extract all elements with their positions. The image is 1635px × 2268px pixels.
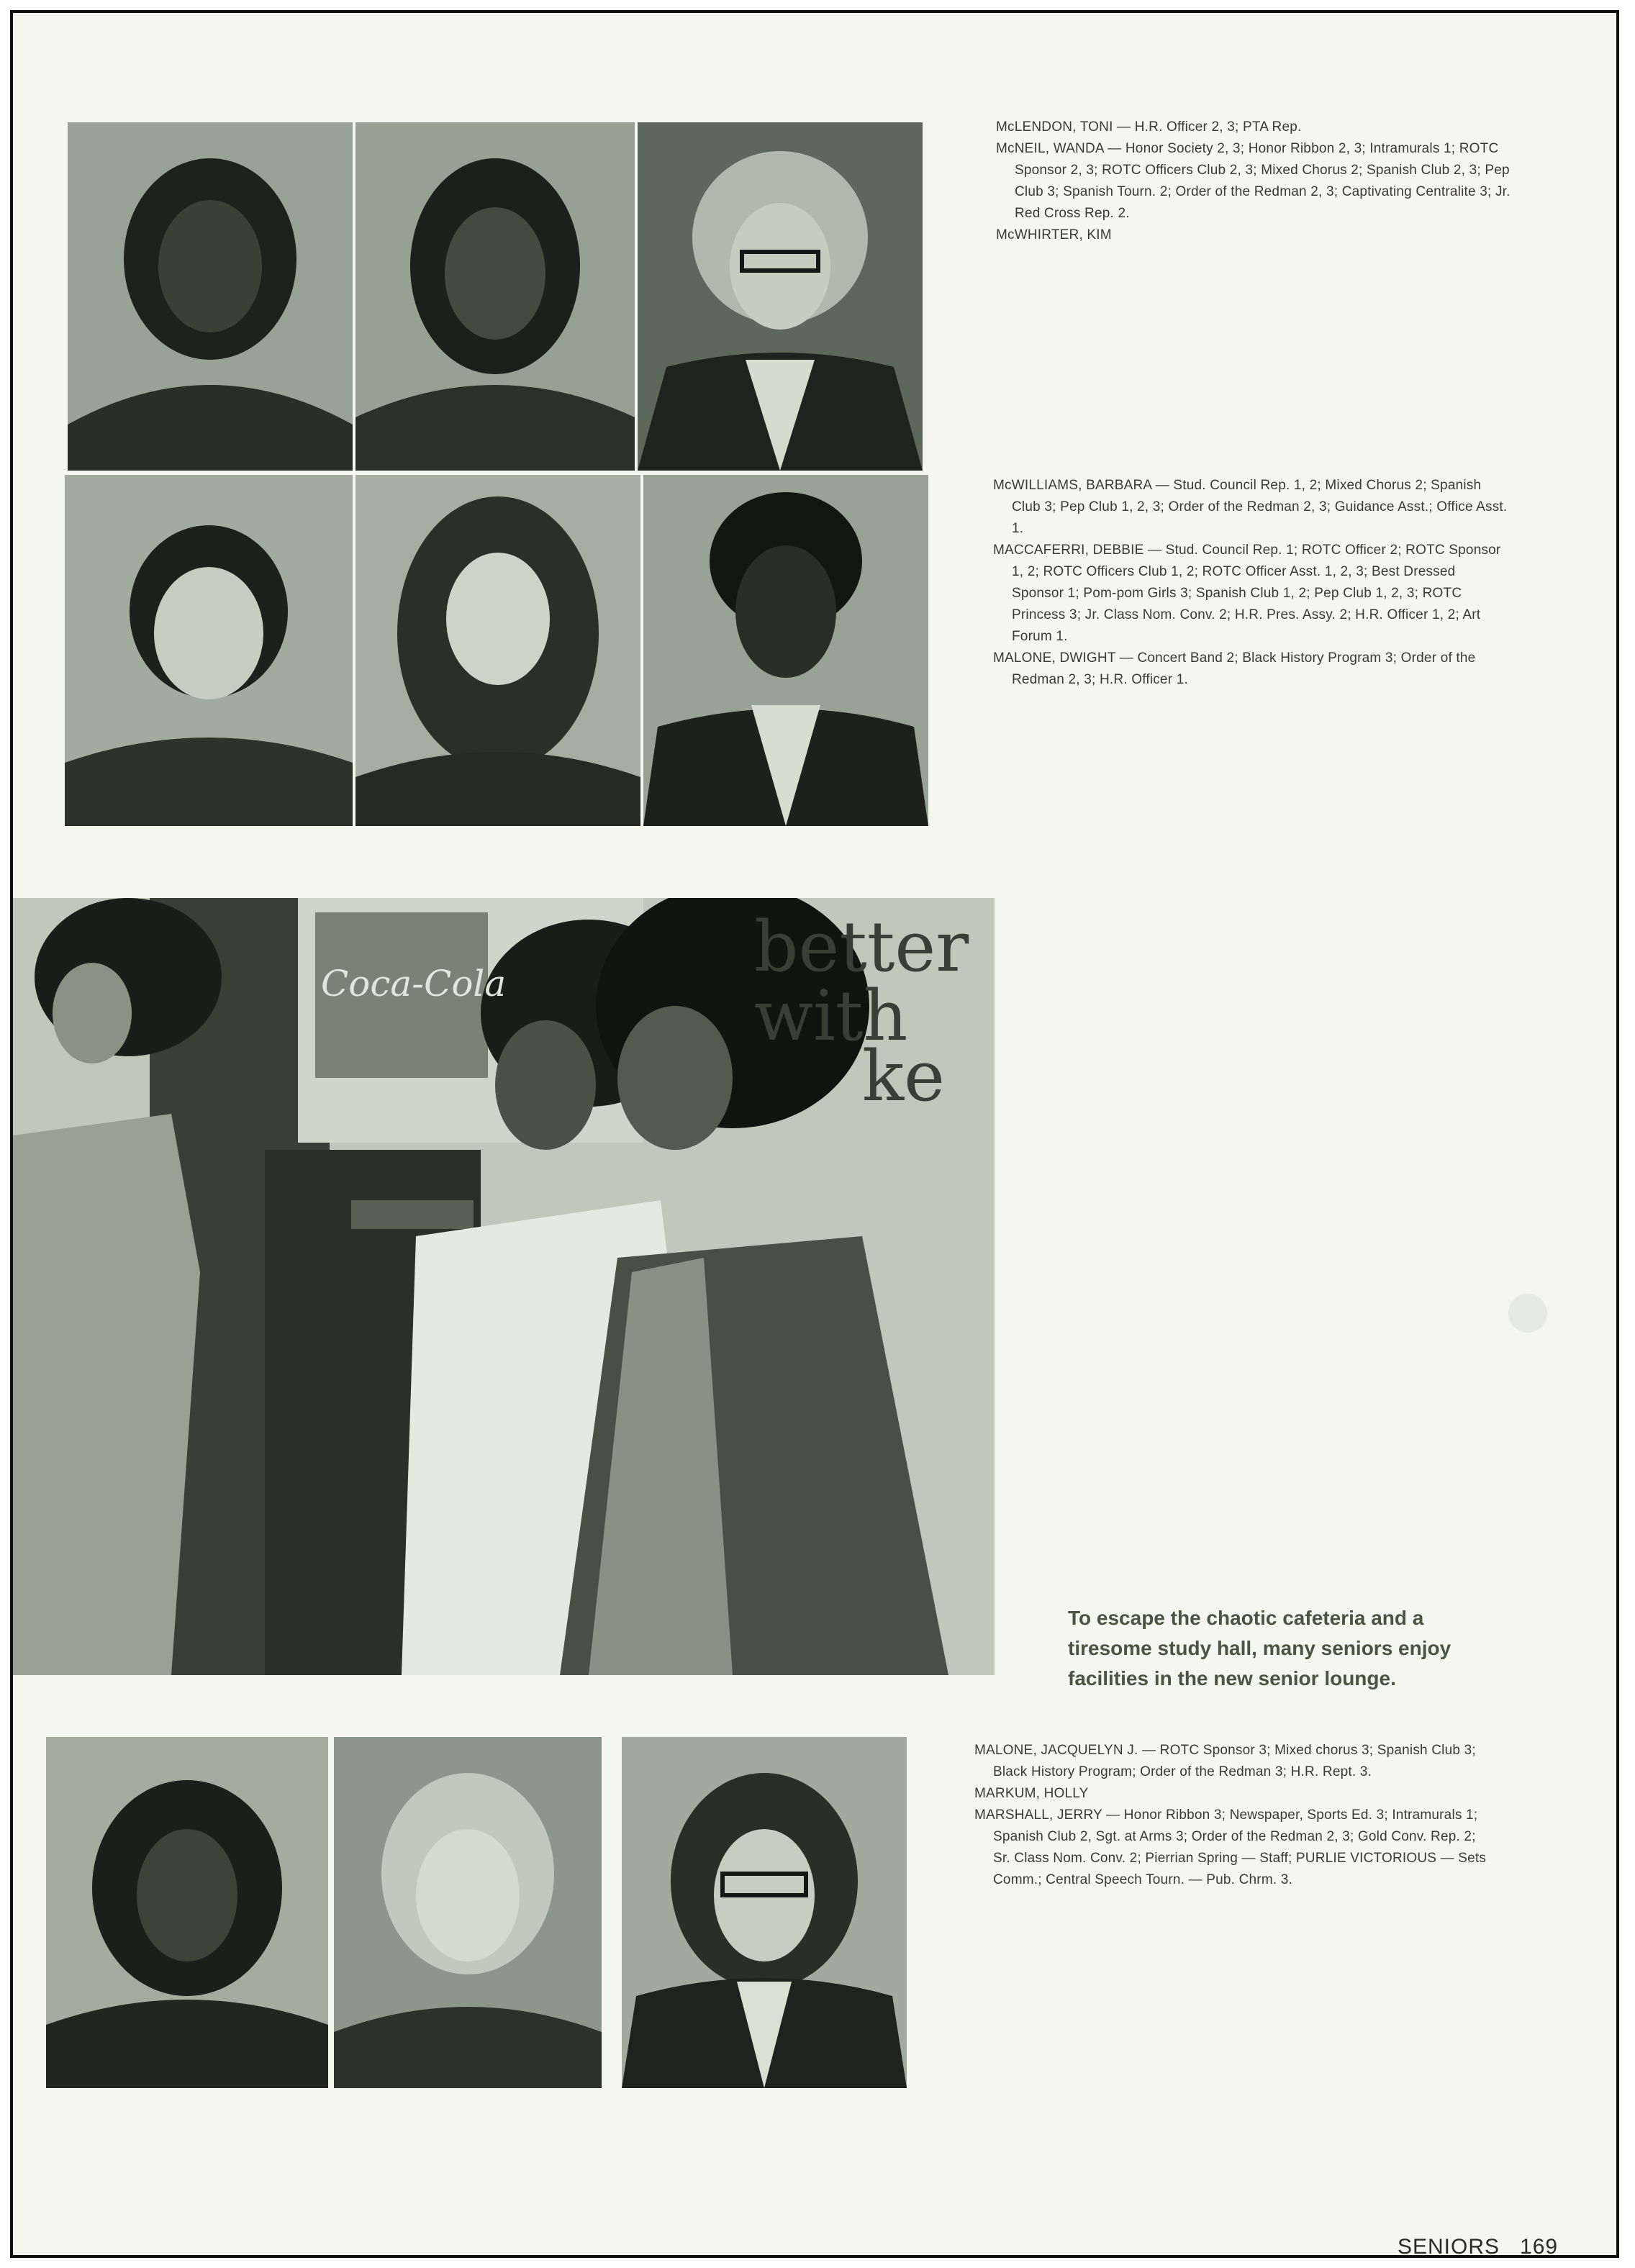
portrait-kim-mcwhirter <box>638 122 923 471</box>
portrait-debbie-maccaferri <box>355 475 640 826</box>
page-footer <box>1398 2235 1578 2259</box>
portrait-toni-mclendon <box>68 122 353 471</box>
portrait-figure <box>355 475 640 826</box>
page-smudge <box>1508 1294 1547 1333</box>
bio-entry: MALONE, JACQUELYN J. — ROTC Sponsor 3; Mixed chorus 3; Spanish Club 3; Black History Program; Order of the Redman 3; H.R. Rept. 3. <box>974 1743 1476 1779</box>
portrait-holly-markum <box>334 1737 602 2088</box>
bio-entry: MARKUM, HOLLY <box>974 1786 1089 1801</box>
bio-entry: McWHIRTER, KIM <box>996 227 1112 242</box>
portrait-dwight-malone <box>643 475 928 826</box>
bio-group-middle <box>993 475 1511 691</box>
portrait-figure <box>638 122 923 471</box>
senior-lounge-photo <box>13 898 995 1675</box>
bio-entry: MARSHALL, JERRY — Honor Ribbon 3; Newspaper, Sports Ed. 3; Intramurals 1; Spanish Club 2, Sgt. at Arms 3; Order of the Redman 2, 3; Gold Conv. Rep. 2; Sr. Class Nom. Conv. 2; Pierrian Spring — Staff; PURLIE VICTORIOUS — Sets Comm.; Central Speech Tourn. — Pub. Chrm. 3. <box>974 1807 1487 1887</box>
portrait-figure <box>643 475 928 826</box>
portrait-figure <box>65 475 353 826</box>
bio-entry: McWILLIAMS, BARBARA — Stud. Council Rep. 1, 2; Mixed Chorus 2; Spanish Club 3; Pep Club 1, 2, 3; Order of the Redman 2, 3; Guidance Asst.; Office Asst. 1. <box>993 478 1508 536</box>
portrait-jerry-marshall <box>622 1737 907 2088</box>
yearbook-page <box>10 10 1619 2258</box>
portrait-figure <box>68 122 353 471</box>
portrait-figure <box>46 1737 328 2088</box>
sign-text: better with <box>754 907 969 1056</box>
bio-entry: MACCAFERRI, DEBBIE — Stud. Council Rep. 1; ROTC Officer 2; ROTC Sponsor 1, 2; ROTC Officers Club 1, 2; ROTC Officer Asst. 1, 2, 3; Best Dressed Sponsor 1; Pom-pom Girls 3; Spanish Club 1, 2; Pep Club 1, 2, 3; ROTC Princess 3; Jr. Class Nom. Conv. 2; H.R. Pres. Assy. 2; H.R. Officer 1, 2; Art Forum 1. <box>993 543 1501 644</box>
portrait-barbara-mcwilliams <box>65 475 353 826</box>
photo-caption: To escape the chaotic cafeteria and a tiresome study hall, many seniors enjoy facilities in the new senior lounge. <box>1068 1607 1451 1689</box>
bio-entry: McNEIL, WANDA — Honor Society 2, 3; Honor Ribbon 2, 3; Intramurals 1; ROTC Sponsor 2, 3; ROTC Officers Club 2, 3; Mixed Chorus 2; Spanish Club 2, 3; Pep Club 3; Spanish Tourn. 2; Order of the Redman 2, 3; Captivating Centralite 3; Jr. Red Cross Rep. 2. <box>996 141 1511 221</box>
portrait-figure <box>622 1737 907 2088</box>
portrait-jacquelyn-malone <box>46 1737 328 2088</box>
portrait-figure <box>334 1737 602 2088</box>
coca-cola-logo: Coca-Cola <box>321 963 507 1004</box>
portrait-figure <box>355 122 635 471</box>
bio-entry: McLENDON, TONI — H.R. Officer 2, 3; PTA Rep. <box>996 119 1302 135</box>
page-number: 169 <box>1520 2235 1559 2259</box>
bio-group-bottom <box>974 1740 1493 1891</box>
bio-group-top <box>996 117 1514 246</box>
bio-entry: MALONE, DWIGHT — Concert Band 2; Black History Program 3; Order of the Redman 2, 3; H.R. Officer 1. <box>993 650 1476 687</box>
sign-text-lower: ke <box>862 1036 945 1117</box>
section-label: SENIORS <box>1398 2235 1500 2259</box>
portrait-wanda-mcneil <box>355 122 635 471</box>
